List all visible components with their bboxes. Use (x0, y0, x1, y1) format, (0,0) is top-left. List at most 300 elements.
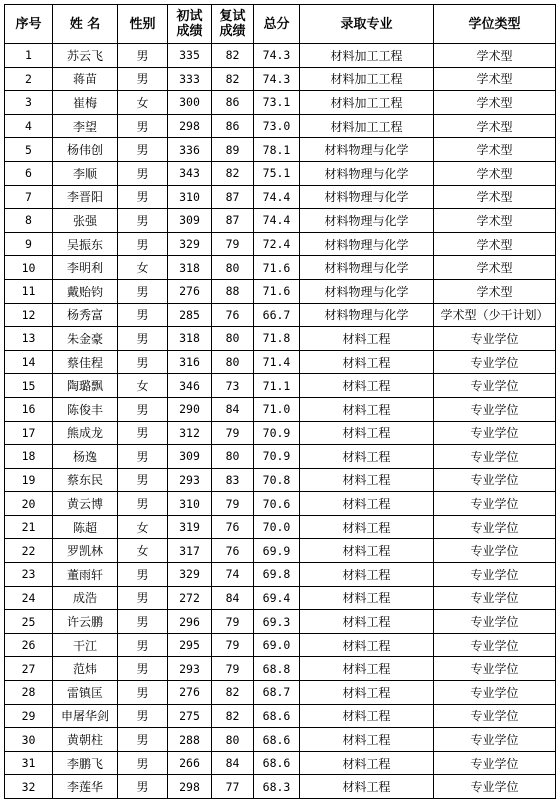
cell-total: 70.0 (254, 515, 300, 539)
cell-name: 李明利 (53, 256, 118, 280)
cell-major: 材料物理与化学 (300, 209, 434, 233)
cell-seq: 6 (5, 161, 53, 185)
cell-total: 70.6 (254, 492, 300, 516)
header-gender: 性别 (118, 5, 168, 44)
cell-gender: 男 (118, 468, 168, 492)
cell-total: 69.3 (254, 610, 300, 634)
table-row (5, 279, 556, 303)
cell-major: 材料加工工程 (300, 114, 434, 138)
cell-major: 材料工程 (300, 633, 434, 657)
cell-total: 70.9 (254, 445, 300, 469)
cell-name: 熊成龙 (53, 421, 118, 445)
cell-name: 戴贻钧 (53, 279, 118, 303)
cell-gender: 男 (118, 114, 168, 138)
cell-initial-score: 319 (168, 515, 212, 539)
cell-name: 黄云博 (53, 492, 118, 516)
cell-degree: 学术型（少干计划） (434, 303, 556, 327)
cell-retest-score: 86 (212, 91, 254, 115)
table-row (5, 539, 556, 563)
cell-major: 材料工程 (300, 515, 434, 539)
cell-major: 材料物理与化学 (300, 138, 434, 162)
cell-gender: 男 (118, 610, 168, 634)
cell-gender: 男 (118, 681, 168, 705)
cell-name: 许云鹏 (53, 610, 118, 634)
cell-retest-score: 74 (212, 563, 254, 587)
cell-degree: 专业学位 (434, 610, 556, 634)
table-row (5, 563, 556, 587)
table-row (5, 374, 556, 398)
cell-retest-score: 77 (212, 775, 254, 799)
cell-initial-score: 333 (168, 67, 212, 91)
table-row (5, 445, 556, 469)
cell-degree: 专业学位 (434, 397, 556, 421)
cell-total: 78.1 (254, 138, 300, 162)
cell-gender: 男 (118, 586, 168, 610)
cell-gender: 男 (118, 728, 168, 752)
cell-name: 李顺 (53, 161, 118, 185)
cell-degree: 学术型 (434, 161, 556, 185)
cell-seq: 17 (5, 421, 53, 445)
cell-seq: 16 (5, 397, 53, 421)
cell-major: 材料工程 (300, 468, 434, 492)
cell-initial-score: 309 (168, 209, 212, 233)
cell-seq: 15 (5, 374, 53, 398)
table-row (5, 209, 556, 233)
cell-seq: 31 (5, 751, 53, 775)
table-row (5, 775, 556, 799)
cell-initial-score: 295 (168, 633, 212, 657)
cell-retest-score: 88 (212, 279, 254, 303)
cell-major: 材料工程 (300, 775, 434, 799)
cell-initial-score: 266 (168, 751, 212, 775)
cell-initial-score: 335 (168, 44, 212, 68)
cell-major: 材料加工工程 (300, 44, 434, 68)
cell-major: 材料工程 (300, 728, 434, 752)
table-row (5, 610, 556, 634)
cell-gender: 男 (118, 279, 168, 303)
cell-initial-score: 293 (168, 657, 212, 681)
cell-gender: 男 (118, 775, 168, 799)
cell-major: 材料工程 (300, 751, 434, 775)
cell-name: 吴振东 (53, 232, 118, 256)
cell-major: 材料工程 (300, 492, 434, 516)
cell-name: 陈俊丰 (53, 397, 118, 421)
cell-degree: 专业学位 (434, 704, 556, 728)
cell-gender: 男 (118, 704, 168, 728)
cell-initial-score: 329 (168, 232, 212, 256)
cell-degree: 学术型 (434, 114, 556, 138)
header-retest-line2: 成绩 (219, 24, 246, 39)
cell-gender: 男 (118, 67, 168, 91)
cell-major: 材料工程 (300, 397, 434, 421)
cell-total: 73.1 (254, 91, 300, 115)
cell-seq: 20 (5, 492, 53, 516)
table-row (5, 704, 556, 728)
header-total: 总分 (254, 5, 300, 44)
table-body (5, 44, 556, 799)
cell-name: 杨伟创 (53, 138, 118, 162)
cell-initial-score: 300 (168, 91, 212, 115)
cell-retest-score: 82 (212, 161, 254, 185)
cell-total: 74.4 (254, 209, 300, 233)
cell-gender: 男 (118, 421, 168, 445)
cell-degree: 学术型 (434, 91, 556, 115)
cell-gender: 男 (118, 492, 168, 516)
cell-major: 材料工程 (300, 563, 434, 587)
cell-total: 71.6 (254, 279, 300, 303)
cell-name: 成浩 (53, 586, 118, 610)
cell-gender: 男 (118, 44, 168, 68)
cell-initial-score: 346 (168, 374, 212, 398)
cell-gender: 男 (118, 445, 168, 469)
cell-degree: 专业学位 (434, 445, 556, 469)
cell-initial-score: 288 (168, 728, 212, 752)
cell-name: 干江 (53, 633, 118, 657)
cell-total: 68.8 (254, 657, 300, 681)
cell-major: 材料工程 (300, 681, 434, 705)
header-name: 姓 名 (53, 5, 118, 44)
cell-seq: 25 (5, 610, 53, 634)
cell-gender: 男 (118, 327, 168, 351)
cell-retest-score: 80 (212, 350, 254, 374)
cell-seq: 19 (5, 468, 53, 492)
cell-degree: 专业学位 (434, 468, 556, 492)
cell-retest-score: 73 (212, 374, 254, 398)
cell-total: 69.4 (254, 586, 300, 610)
cell-degree: 学术型 (434, 67, 556, 91)
cell-retest-score: 80 (212, 256, 254, 280)
table-row (5, 350, 556, 374)
cell-initial-score: 298 (168, 775, 212, 799)
cell-major: 材料物理与化学 (300, 303, 434, 327)
cell-total: 71.6 (254, 256, 300, 280)
cell-total: 68.6 (254, 728, 300, 752)
cell-name: 雷镇匡 (53, 681, 118, 705)
table-row (5, 657, 556, 681)
cell-major: 材料工程 (300, 350, 434, 374)
cell-seq: 23 (5, 563, 53, 587)
cell-initial-score: 316 (168, 350, 212, 374)
table-row (5, 327, 556, 351)
cell-seq: 5 (5, 138, 53, 162)
cell-major: 材料物理与化学 (300, 279, 434, 303)
cell-retest-score: 76 (212, 303, 254, 327)
cell-total: 75.1 (254, 161, 300, 185)
cell-gender: 女 (118, 91, 168, 115)
cell-name: 罗凯林 (53, 539, 118, 563)
cell-gender: 男 (118, 209, 168, 233)
cell-retest-score: 83 (212, 468, 254, 492)
cell-name: 蔡佳程 (53, 350, 118, 374)
cell-total: 72.4 (254, 232, 300, 256)
cell-gender: 女 (118, 374, 168, 398)
cell-major: 材料物理与化学 (300, 232, 434, 256)
cell-name: 董雨轩 (53, 563, 118, 587)
cell-seq: 28 (5, 681, 53, 705)
cell-total: 69.8 (254, 563, 300, 587)
cell-retest-score: 76 (212, 539, 254, 563)
cell-name: 蒋苗 (53, 67, 118, 91)
cell-total: 74.3 (254, 67, 300, 91)
cell-seq: 1 (5, 44, 53, 68)
cell-major: 材料工程 (300, 539, 434, 563)
cell-gender: 男 (118, 397, 168, 421)
cell-degree: 学术型 (434, 232, 556, 256)
cell-seq: 22 (5, 539, 53, 563)
cell-retest-score: 79 (212, 657, 254, 681)
header-degree: 学位类型 (434, 5, 556, 44)
table-row (5, 728, 556, 752)
cell-initial-score: 272 (168, 586, 212, 610)
table-row (5, 421, 556, 445)
cell-seq: 18 (5, 445, 53, 469)
table-row (5, 67, 556, 91)
cell-seq: 8 (5, 209, 53, 233)
table-row (5, 256, 556, 280)
cell-major: 材料物理与化学 (300, 161, 434, 185)
cell-retest-score: 80 (212, 327, 254, 351)
cell-gender: 男 (118, 303, 168, 327)
cell-major: 材料工程 (300, 657, 434, 681)
cell-name: 黄朝柱 (53, 728, 118, 752)
cell-total: 70.8 (254, 468, 300, 492)
cell-major: 材料物理与化学 (300, 256, 434, 280)
header-retest-line1: 复试 (219, 9, 246, 24)
cell-major: 材料加工工程 (300, 91, 434, 115)
cell-name: 范炜 (53, 657, 118, 681)
cell-seq: 24 (5, 586, 53, 610)
cell-major: 材料工程 (300, 610, 434, 634)
cell-total: 69.9 (254, 539, 300, 563)
cell-seq: 26 (5, 633, 53, 657)
cell-gender: 男 (118, 657, 168, 681)
cell-retest-score: 79 (212, 232, 254, 256)
cell-retest-score: 84 (212, 751, 254, 775)
cell-seq: 11 (5, 279, 53, 303)
cell-degree: 专业学位 (434, 350, 556, 374)
cell-seq: 2 (5, 67, 53, 91)
cell-total: 66.7 (254, 303, 300, 327)
cell-seq: 32 (5, 775, 53, 799)
cell-total: 68.6 (254, 704, 300, 728)
table-row (5, 468, 556, 492)
cell-seq: 30 (5, 728, 53, 752)
cell-gender: 男 (118, 633, 168, 657)
cell-initial-score: 318 (168, 256, 212, 280)
cell-seq: 14 (5, 350, 53, 374)
cell-gender: 男 (118, 350, 168, 374)
cell-retest-score: 84 (212, 586, 254, 610)
cell-name: 申屠华剑 (53, 704, 118, 728)
cell-initial-score: 285 (168, 303, 212, 327)
cell-name: 李鹏飞 (53, 751, 118, 775)
cell-degree: 专业学位 (434, 775, 556, 799)
cell-initial-score: 312 (168, 421, 212, 445)
table-row (5, 515, 556, 539)
table-header (5, 5, 556, 44)
table-row (5, 751, 556, 775)
table-row (5, 633, 556, 657)
cell-degree: 专业学位 (434, 563, 556, 587)
cell-name: 朱金豪 (53, 327, 118, 351)
cell-initial-score: 276 (168, 279, 212, 303)
cell-seq: 12 (5, 303, 53, 327)
cell-major: 材料工程 (300, 374, 434, 398)
cell-seq: 21 (5, 515, 53, 539)
cell-initial-score: 343 (168, 161, 212, 185)
cell-degree: 专业学位 (434, 421, 556, 445)
cell-initial-score: 317 (168, 539, 212, 563)
cell-retest-score: 89 (212, 138, 254, 162)
cell-seq: 27 (5, 657, 53, 681)
cell-name: 陈超 (53, 515, 118, 539)
cell-degree: 学术型 (434, 44, 556, 68)
cell-major: 材料工程 (300, 327, 434, 351)
cell-retest-score: 82 (212, 704, 254, 728)
admission-table (4, 4, 556, 799)
header-initial-score (168, 5, 212, 44)
cell-gender: 男 (118, 563, 168, 587)
cell-total: 74.3 (254, 44, 300, 68)
cell-total: 74.4 (254, 185, 300, 209)
cell-initial-score: 336 (168, 138, 212, 162)
cell-degree: 学术型 (434, 185, 556, 209)
cell-degree: 专业学位 (434, 657, 556, 681)
cell-seq: 3 (5, 91, 53, 115)
cell-name: 蔡东民 (53, 468, 118, 492)
cell-degree: 专业学位 (434, 374, 556, 398)
header-initial-line1: 初试 (176, 9, 203, 24)
cell-retest-score: 80 (212, 445, 254, 469)
cell-name: 张强 (53, 209, 118, 233)
cell-major: 材料工程 (300, 421, 434, 445)
cell-name: 苏云飞 (53, 44, 118, 68)
cell-seq: 9 (5, 232, 53, 256)
cell-initial-score: 329 (168, 563, 212, 587)
cell-degree: 学术型 (434, 256, 556, 280)
cell-degree: 专业学位 (434, 751, 556, 775)
cell-degree: 学术型 (434, 209, 556, 233)
cell-gender: 女 (118, 539, 168, 563)
cell-seq: 7 (5, 185, 53, 209)
cell-total: 68.3 (254, 775, 300, 799)
cell-degree: 专业学位 (434, 492, 556, 516)
cell-degree: 专业学位 (434, 633, 556, 657)
table-row (5, 303, 556, 327)
cell-retest-score: 87 (212, 209, 254, 233)
cell-name: 崔梅 (53, 91, 118, 115)
cell-initial-score: 290 (168, 397, 212, 421)
cell-name: 李望 (53, 114, 118, 138)
cell-gender: 男 (118, 185, 168, 209)
cell-retest-score: 79 (212, 421, 254, 445)
cell-retest-score: 80 (212, 728, 254, 752)
cell-degree: 专业学位 (434, 327, 556, 351)
cell-total: 73.0 (254, 114, 300, 138)
cell-degree: 学术型 (434, 138, 556, 162)
cell-initial-score: 298 (168, 114, 212, 138)
cell-total: 68.7 (254, 681, 300, 705)
cell-initial-score: 296 (168, 610, 212, 634)
cell-degree: 专业学位 (434, 539, 556, 563)
cell-major: 材料工程 (300, 586, 434, 610)
table-row (5, 232, 556, 256)
header-major: 录取专业 (300, 5, 434, 44)
cell-gender: 男 (118, 751, 168, 775)
table-row (5, 492, 556, 516)
table-row (5, 91, 556, 115)
cell-initial-score: 310 (168, 492, 212, 516)
cell-name: 李晋阳 (53, 185, 118, 209)
table-row (5, 114, 556, 138)
cell-seq: 10 (5, 256, 53, 280)
header-seq: 序号 (5, 5, 53, 44)
cell-total: 68.6 (254, 751, 300, 775)
cell-total: 71.4 (254, 350, 300, 374)
cell-total: 71.8 (254, 327, 300, 351)
cell-seq: 4 (5, 114, 53, 138)
cell-retest-score: 87 (212, 185, 254, 209)
cell-gender: 男 (118, 232, 168, 256)
table-row (5, 44, 556, 68)
cell-retest-score: 76 (212, 515, 254, 539)
cell-major: 材料工程 (300, 704, 434, 728)
cell-initial-score: 318 (168, 327, 212, 351)
cell-initial-score: 309 (168, 445, 212, 469)
header-retest-score (212, 5, 254, 44)
cell-total: 71.1 (254, 374, 300, 398)
cell-total: 69.0 (254, 633, 300, 657)
cell-seq: 29 (5, 704, 53, 728)
cell-retest-score: 82 (212, 681, 254, 705)
cell-initial-score: 310 (168, 185, 212, 209)
table-row (5, 397, 556, 421)
cell-gender: 女 (118, 256, 168, 280)
cell-initial-score: 275 (168, 704, 212, 728)
cell-degree: 专业学位 (434, 515, 556, 539)
cell-seq: 13 (5, 327, 53, 351)
cell-degree: 专业学位 (434, 728, 556, 752)
cell-degree: 专业学位 (434, 586, 556, 610)
table-row (5, 138, 556, 162)
cell-retest-score: 79 (212, 633, 254, 657)
cell-retest-score: 84 (212, 397, 254, 421)
cell-retest-score: 82 (212, 67, 254, 91)
cell-gender: 男 (118, 161, 168, 185)
cell-retest-score: 79 (212, 492, 254, 516)
cell-total: 71.0 (254, 397, 300, 421)
cell-name: 杨逸 (53, 445, 118, 469)
cell-degree: 学术型 (434, 279, 556, 303)
cell-major: 材料物理与化学 (300, 185, 434, 209)
cell-total: 70.9 (254, 421, 300, 445)
cell-initial-score: 276 (168, 681, 212, 705)
cell-name: 陶璐飘 (53, 374, 118, 398)
table-row (5, 586, 556, 610)
cell-retest-score: 79 (212, 610, 254, 634)
cell-name: 杨秀富 (53, 303, 118, 327)
header-initial-line2: 成绩 (176, 24, 203, 39)
header-row (5, 5, 556, 44)
cell-degree: 专业学位 (434, 681, 556, 705)
cell-initial-score: 293 (168, 468, 212, 492)
cell-gender: 男 (118, 138, 168, 162)
cell-major: 材料工程 (300, 445, 434, 469)
table-row (5, 161, 556, 185)
cell-name: 李莲华 (53, 775, 118, 799)
cell-retest-score: 86 (212, 114, 254, 138)
table-row (5, 185, 556, 209)
